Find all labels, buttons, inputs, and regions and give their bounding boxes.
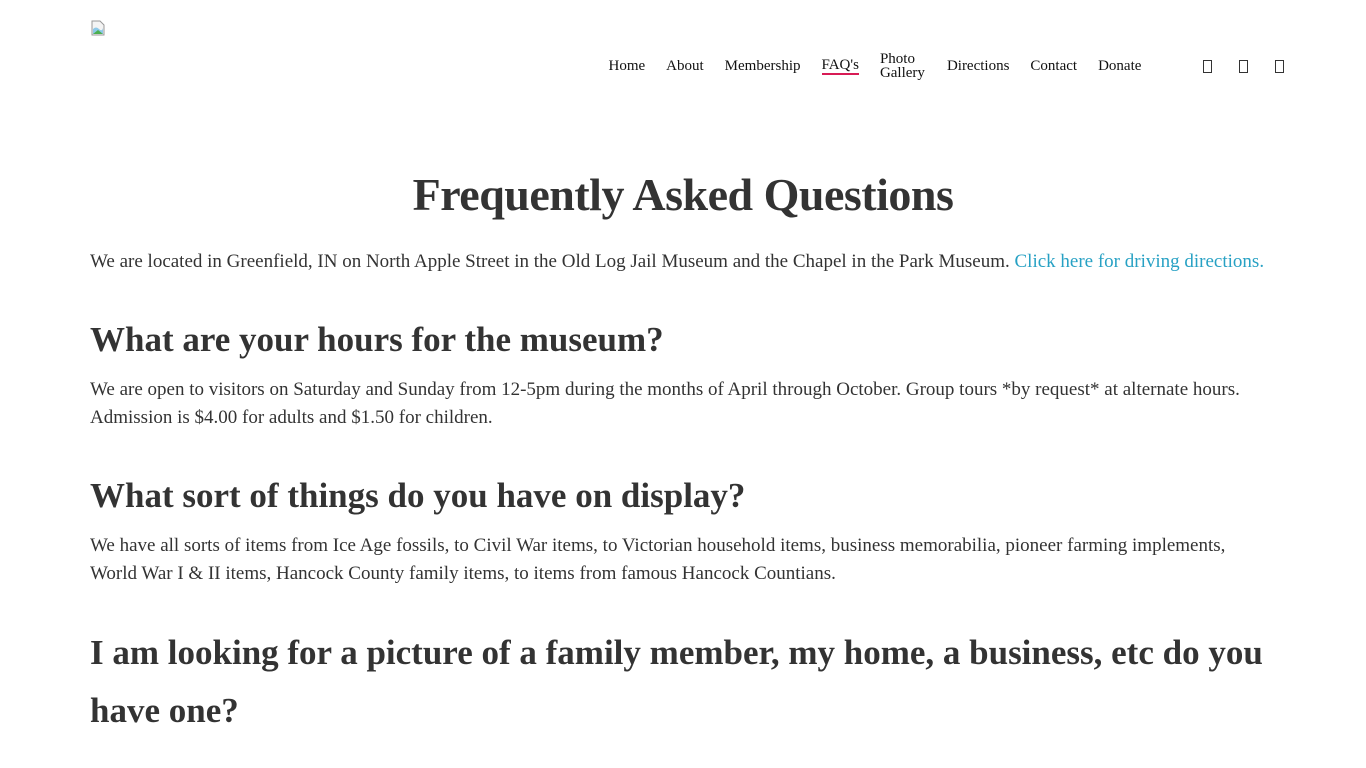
nav-directions-label: Directions [946, 58, 1010, 74]
intro-text: We are located in Greenfield, IN on North Apple Street in the Old Log Jail Museum and the Chapel in the Park Museum. [90, 251, 1015, 272]
nav-about[interactable] [656, 59, 715, 73]
page-title: Frequently Asked Questions [412, 169, 954, 220]
intro-paragraph [90, 248, 1276, 276]
faq-answer-display: We have all sorts of items from Ice Age fossils, to Civil War items, to Victorian household items, business memorabilia, pioneer farming implements, World War I & II items, Hancock County family items, to items from famous Hancock Countians. [90, 535, 1226, 584]
broken-image-icon [90, 20, 106, 36]
nav-home[interactable] [598, 59, 656, 73]
nav-donate-label: Donate [1098, 58, 1142, 74]
faq-answer-hours: We are open to visitors on Saturday and Sunday from 12-5pm during the months of April through October. Group tours *by request* at alternate hours. Admission is $4.00 for adults and $1.50 for children. [90, 379, 1240, 428]
nav-photo-gallery-label: Photo Gallery [879, 51, 925, 81]
header-icons [1200, 58, 1308, 74]
nav-directions[interactable] [936, 59, 1019, 73]
missing-glyph-icon[interactable] [1236, 58, 1250, 74]
nav-membership[interactable] [714, 59, 811, 73]
nav-faqs-label: FAQ's [821, 56, 859, 73]
main-content [0, 167, 1366, 740]
faq-question-display: What sort of things do you have on display? [90, 476, 746, 515]
driving-directions-link[interactable]: Click here for driving directions. [1014, 251, 1265, 272]
nav-about-label: About [666, 58, 704, 74]
nav-home-label: Home [608, 58, 646, 74]
site-logo[interactable] [90, 20, 106, 36]
faq-question-pictures: I am looking for a picture of a family member, my home, a business, etc do you have one? [90, 633, 1263, 730]
missing-glyph-icon[interactable] [1200, 58, 1214, 74]
nav-faqs[interactable] [811, 58, 869, 75]
missing-glyph-icon[interactable] [1272, 58, 1286, 74]
nav-donate[interactable] [1088, 59, 1152, 73]
nav-contact[interactable] [1020, 59, 1088, 73]
nav-photo-gallery[interactable] [869, 52, 936, 80]
faq-question-hours: What are your hours for the museum? [90, 320, 664, 359]
nav-membership-label: Membership [724, 58, 801, 74]
main-nav [598, 48, 1152, 84]
nav-contact-label: Contact [1030, 58, 1078, 74]
site-header [0, 0, 1366, 130]
